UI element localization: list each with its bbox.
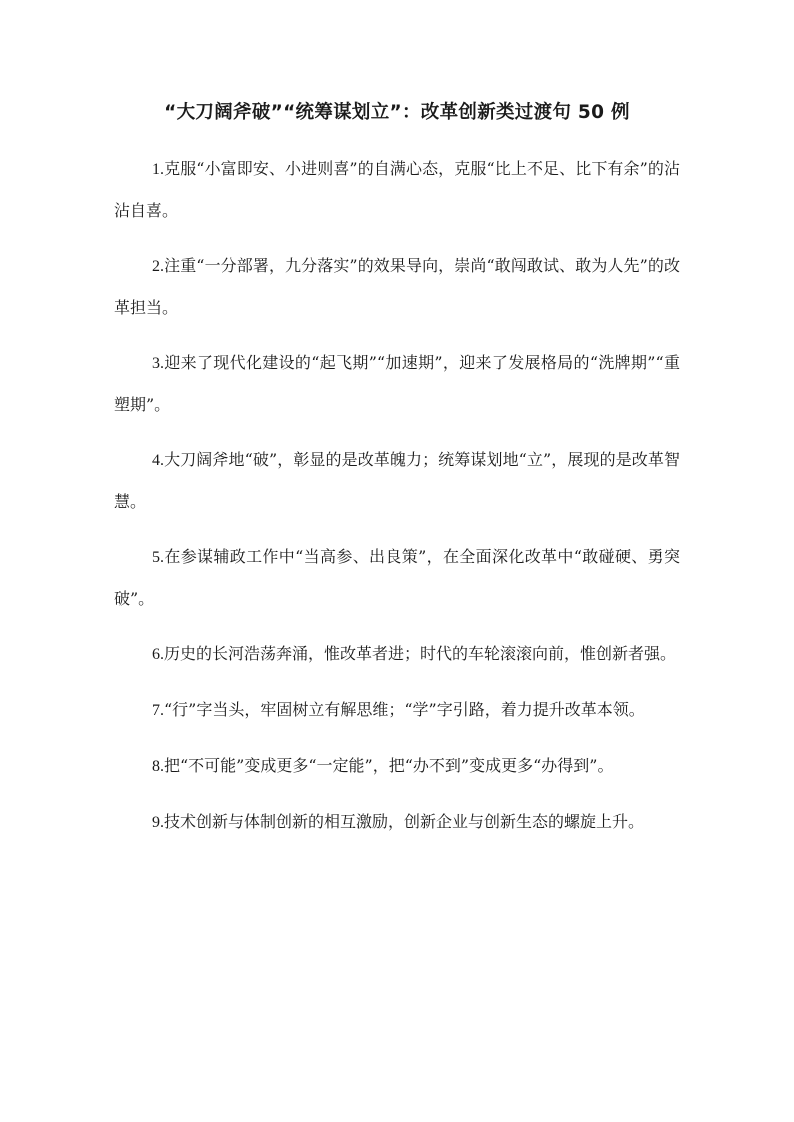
item-number: 4.	[152, 452, 164, 469]
item-text: 克服“小富即安、小进则喜”的自满心态，克服“比上不足、比下有余”的沾沾自喜。	[114, 159, 680, 220]
item-text: 历史的长河浩荡奔涌，惟改革者进；时代的车轮滚滚向前，惟创新者强。	[164, 644, 677, 663]
item-number: 6.	[152, 646, 164, 663]
item-number: 1.	[152, 161, 164, 178]
item-text: “行”字当头，牢固树立有解思维；“学”字引路，着力提升改革本领。	[164, 700, 645, 719]
item-number: 2.	[152, 258, 164, 275]
item-text: 注重“一分部署，九分落实”的效果导向，崇尚“敢闯敢试、敢为人先”的改革担当。	[114, 256, 680, 317]
list-item	[114, 245, 680, 328]
item-number: 5.	[152, 549, 164, 566]
list-item	[114, 148, 680, 231]
list-item	[114, 342, 680, 425]
item-text: 技术创新与体制创新的相互激励，创新企业与创新生态的螺旋上升。	[164, 812, 645, 831]
list-item	[114, 633, 680, 675]
item-text: 迎来了现代化建设的“起飞期”“加速期”，迎来了发展格局的“洗牌期”“重塑期”。	[114, 353, 680, 414]
list-item	[114, 536, 680, 619]
list-item	[114, 745, 680, 787]
transition-sentence-list	[114, 148, 680, 857]
item-text: 大刀阔斧地“破”，彰显的是改革魄力；统筹谋划地“立”，展现的是改革智慧。	[114, 450, 680, 511]
document-title: “大刀阔斧破”“统筹谋划立”：改革创新类过渡句 50 例	[164, 102, 630, 123]
item-text: 把“不可能”变成更多“一定能”，把“办不到”变成更多“办得到”。	[164, 756, 614, 775]
list-item	[114, 689, 680, 731]
item-number: 7.	[152, 702, 164, 719]
item-number: 9.	[152, 814, 164, 831]
item-number: 3.	[152, 355, 164, 372]
item-text: 在参谋辅政工作中“当高参、出良策”，在全面深化改革中“敢碰硬、勇突破”。	[114, 547, 680, 608]
list-item	[114, 439, 680, 522]
list-item	[114, 801, 680, 843]
item-number: 8.	[152, 758, 164, 775]
